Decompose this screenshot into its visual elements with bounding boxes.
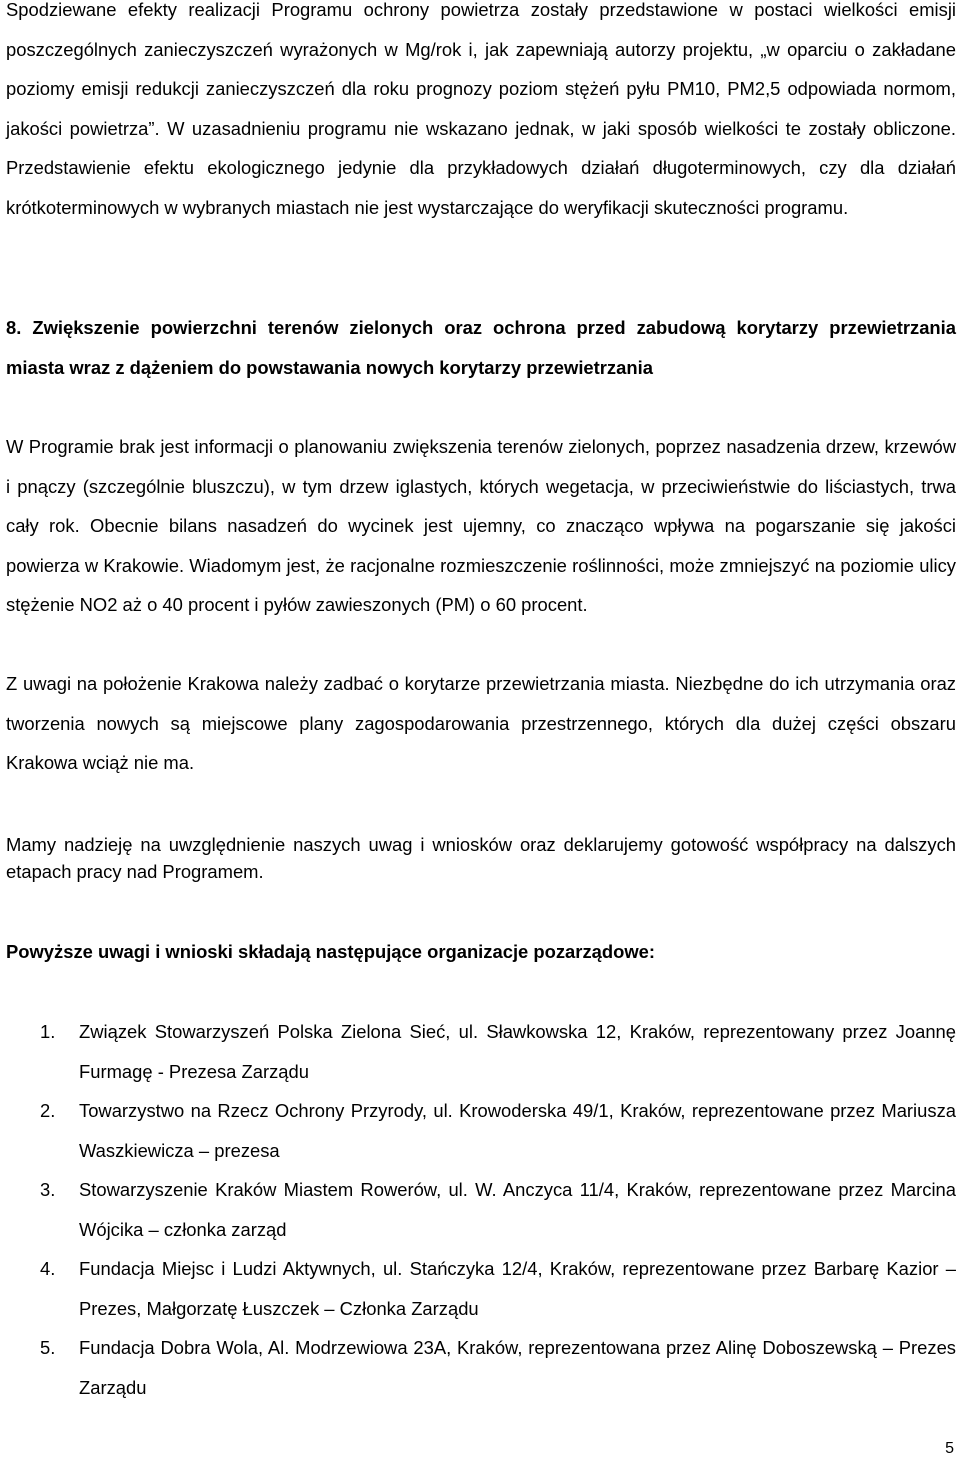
- paragraph-closing: Mamy nadzieję na uwzględnienie naszych uwag i wniosków oraz deklarujemy gotowość współpracy na dalszych etapach pracy nad Programem.: [6, 834, 956, 882]
- organizations-list: [0, 1012, 956, 1407]
- paragraph-emission-effects: Spodziewane efekty realizacji Programu ochrony powietrza zostały przedstawione w postaci wielkości emisji poszczególnych zanieczyszczeń wyrażonych w Mg/rok i, jak zapewniają autorzy projektu, „w oparciu o zakładane poziomy emisji redukcji zanieczyszczeń dla roku prognozy poziom stężeń pyłu PM10, PM2,5 odpowiada normom, jakości powietrza”. W uzasadnieniu programu nie wskazano jednak, w jaki sposób wielkości te zostały obliczone. Przedstawienie efektu ekologicznego jedynie dla przykładowych działań długoterminowych, czy dla działań krótkoterminowych w wybranych miastach nie jest wystarczające do weryfikacji skuteczności programu.: [6, 0, 956, 218]
- list-item-text: Towarzystwo na Rzecz Ochrony Przyrody, ul. Krowoderska 49/1, Kraków, reprezentowane przez Mariusza Waszkiewicza – prezesa: [79, 1100, 956, 1161]
- list-item-number: 2.: [40, 1100, 56, 1121]
- list-item-text: Stowarzyszenie Kraków Miastem Rowerów, ul. W. Anczyca 11/4, Kraków, reprezentowane przez Marcina Wójcika – członka zarząd: [79, 1179, 956, 1240]
- organizations-heading: Powyższe uwagi i wnioski składają następujące organizacje pozarządowe:: [6, 941, 655, 962]
- list-item-number: 1.: [40, 1021, 56, 1042]
- list-item: [0, 1012, 956, 1091]
- list-item: [0, 1170, 956, 1249]
- list-item-text: Związek Stowarzyszeń Polska Zielona Sieć, ul. Sławkowska 12, Kraków, reprezentowany przez Joannę Furmagę - Prezesa Zarządu: [79, 1021, 956, 1082]
- list-item-number: 5.: [40, 1337, 56, 1358]
- paragraph-green-areas: W Programie brak jest informacji o planowaniu zwiększenia terenów zielonych, poprzez nasadzenia drzew, krzewów i pnączy (szczególnie bluszczu), w tym drzew iglastych, których wegetacja, w przeciwieństwie do liściastych, trwa cały rok. Obecnie bilans nasadzeń do wycinek jest ujemny, co znacząco wpływa na pogarszanie się jakości powierza w Krakowie. Wiadomym jest, że racjonalne rozmieszczenie roślinności, może zmniejszyć na poziomie ulicy stężenie NO2 aż o 40 procent i pyłów zawieszonych (PM) o 60 procent.: [6, 436, 956, 615]
- list-item-number: 3.: [40, 1179, 56, 1200]
- list-item: [0, 1328, 956, 1407]
- page-number: 5: [945, 1440, 954, 1457]
- paragraph-ventilation-corridors: Z uwagi na położenie Krakowa należy zadbać o korytarze przewietrzania miasta. Niezbędne do ich utrzymania oraz tworzenia nowych są miejscowe plany zagospodarowania przestrzennego, których dla dużej części obszaru Krakowa wciąż nie ma.: [6, 673, 956, 773]
- list-item: [0, 1091, 956, 1170]
- section-8-heading: 8. Zwiększenie powierzchni terenów zielonych oraz ochrona przed zabudową korytarzy przewietrzania miasta wraz z dążeniem do powstawania nowych korytarzy przewietrzania: [6, 317, 956, 378]
- list-item-text: Fundacja Miejsc i Ludzi Aktywnych, ul. Stańczyka 12/4, Kraków, reprezentowane przez Barbarę Kazior – Prezes, Małgorzatę Łuszczek – Członka Zarządu: [79, 1258, 956, 1319]
- list-item: [0, 1249, 956, 1328]
- list-item-number: 4.: [40, 1258, 56, 1279]
- list-item-text: Fundacja Dobra Wola, Al. Modrzewiowa 23A, Kraków, reprezentowana przez Alinę Doboszewską – Prezes Zarządu: [79, 1337, 956, 1398]
